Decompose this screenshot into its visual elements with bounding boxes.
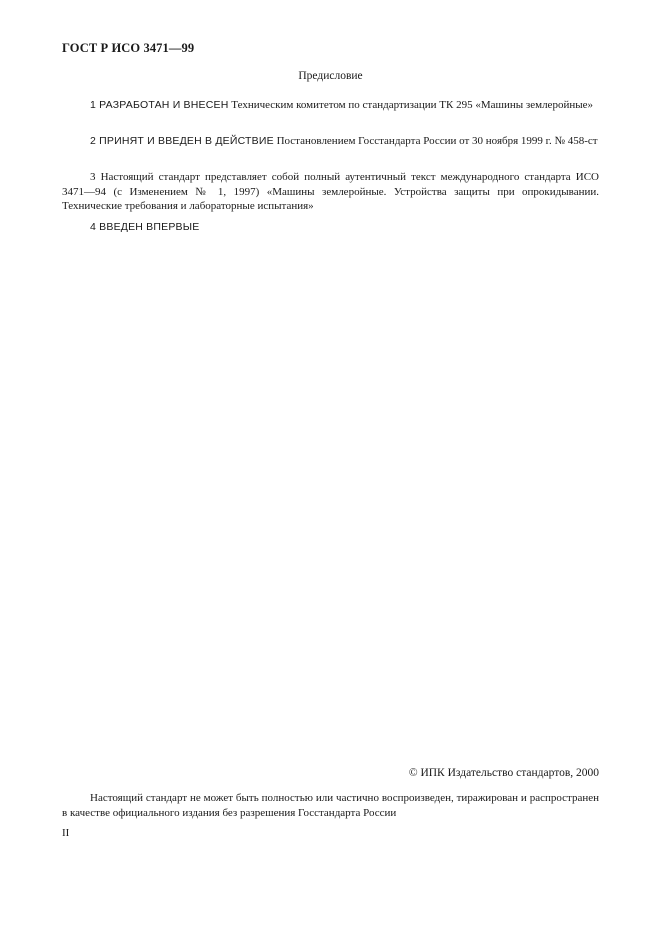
- paragraph-authentic-text: [62, 170, 599, 214]
- section-title: Предисловие: [298, 70, 363, 82]
- document-id-header: ГОСТ Р ИСО 3471—99: [62, 41, 195, 55]
- copyright-line: © ИПК Издательство стандартов, 2000: [408, 767, 599, 779]
- paragraph-text: Техническим комитетом по стандартизации ТК 295 «Машины землеройные»: [228, 99, 593, 111]
- paragraph-adopted: [62, 134, 599, 149]
- paragraph-lead: 4 ВВЕДЕН ВПЕРВЫЕ: [90, 221, 200, 233]
- paragraph-text: Постановлением Госстандарта России от 30 ноября 1999 г. № 458-ст: [273, 135, 598, 147]
- paragraph-lead: 1 РАЗРАБОТАН И ВНЕСЕН: [90, 99, 229, 111]
- paragraph-text: 3 Настоящий стандарт представляет собой полный аутентичный текст международного стандарта ИСО 3471—94 (с Изменением № 1, 1997) «Машины землеройные. Устройства защиты при опрокидывании. Технические требования и лабораторные испытания»: [62, 171, 599, 212]
- paragraph-introduced-first: [62, 220, 599, 235]
- page-number: II: [62, 827, 70, 839]
- paragraph-developed-by: [62, 98, 599, 113]
- paragraph-lead: 2 ПРИНЯТ И ВВЕДЕН В ДЕЙСТВИЕ: [90, 135, 274, 147]
- reproduction-notice: Настоящий стандарт не может быть полностью или частично воспроизведен, тиражирован и распространен в качестве официального издания без разрешения Госстандарта России: [62, 792, 599, 819]
